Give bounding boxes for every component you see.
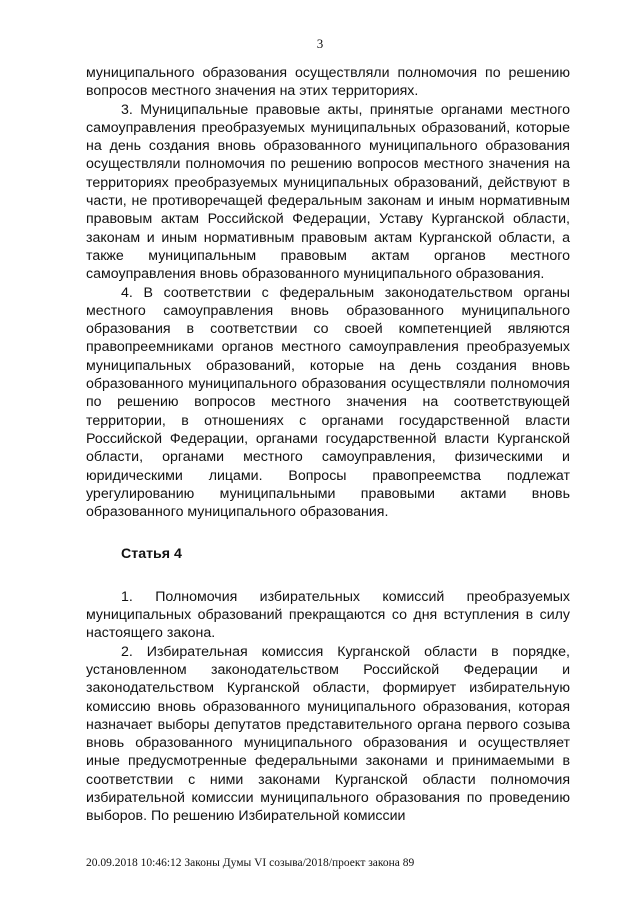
paragraph-item-4: 4. В соответствии с федеральным законодательством органы местного самоуправления вновь образованного муниципального образования в соответствии со своей компетенцией являются правопреемниками органов местного самоуправления преобразуемых муниципальных образований, которые на день создания вновь образованного муниципального образования осуществляли полномочия по решению вопросов местного значения на соответствующей территории, в отношениях с органами государственной власти Российской Федерации, органами государственной власти Курганской области, органами местного самоуправления, физическими и юридическими лицами. Вопросы правопреемства подлежат урегулированию муниципальными правовыми актами вновь образованного муниципального образования. xyxy=(86,284,570,521)
document-footer: 20.09.2018 10:46:12 Законы Думы VI созыва/2018/проект закона 89 xyxy=(86,857,415,869)
document-body xyxy=(86,64,570,826)
page-number: 3 xyxy=(316,36,324,51)
article-4-item-1: 1. Полномочия избирательных комиссий преобразуемых муниципальных образований прекращаются со дня вступления в силу настоящего закона. xyxy=(86,588,570,642)
paragraph-continuation: муниципального образования осуществляли полномочия по решению вопросов местного значения на этих территориях. xyxy=(86,65,570,100)
article-4-item-2: 2. Избирательная комиссия Курганской области в порядке, установленном законодательством Российской Федерации и законодательством Курганской области, формирует избирательную комиссию вновь образованного муниципального образования, которая назначает выборы депутатов представительного органа первого созыва вновь образованного муниципального образования и осуществляет иные предусмотренные федеральными законами и принимаемыми в соответствии с ними законами Курганской области полномочия избирательной комиссии муниципального образования по проведению выборов. По решению Избирательной комиссии xyxy=(86,643,570,825)
article-title: Статья 4 xyxy=(121,546,182,563)
paragraph-item-3: 3. Муниципальные правовые акты, принятые органами местного самоуправления преобразуемых муниципальных образований, которые на день создания вновь образованного муниципального образования осуществляли полномочия по решению вопросов местного значения на территориях преобразуемых муниципальных образований, действуют в части, не противоречащей федеральным законам и иным нормативным правовым актам Российской Федерации, Уставу Курганской области, законам и иным нормативным правовым актам Курганской области, а также муниципальным правовым актам органов местного самоуправления вновь образованного муниципального образования. xyxy=(86,101,570,283)
